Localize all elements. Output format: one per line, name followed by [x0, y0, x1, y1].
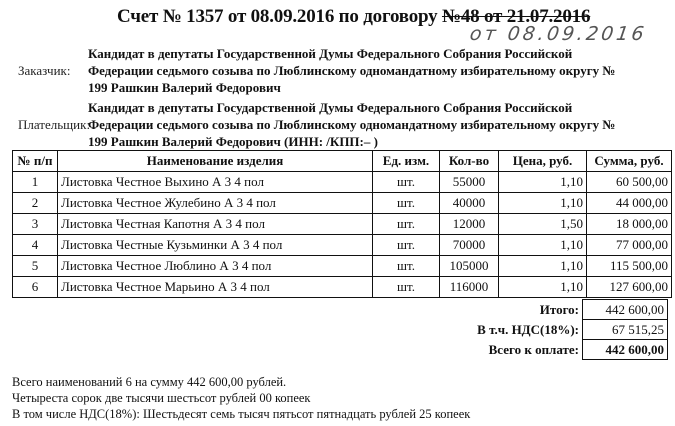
payer-details	[88, 99, 663, 150]
row-name: Листовка Честное Жулебино А 3 4 пол	[58, 193, 373, 214]
table-row	[13, 193, 672, 214]
table-row	[13, 277, 672, 298]
table-row	[13, 235, 672, 256]
row-price: 1,50	[499, 214, 587, 235]
header-unit: Ед. изм.	[373, 151, 440, 172]
amount-in-words	[12, 374, 470, 422]
row-num: 6	[13, 277, 58, 298]
footer-line-words: Четыреста сорок две тысячи шестьсот рублей 00 копеек	[12, 391, 311, 405]
handwritten-correction: от 08.09.2016	[468, 23, 649, 45]
customer-details	[88, 45, 663, 96]
vat-row	[400, 320, 668, 340]
row-qty: 40000	[440, 193, 499, 214]
table-row	[13, 256, 672, 277]
header-sum: Сумма, руб.	[587, 151, 672, 172]
row-sum: 60 500,00	[587, 172, 672, 193]
row-qty: 70000	[440, 235, 499, 256]
row-price: 1,10	[499, 193, 587, 214]
header-name: Наименование изделия	[58, 151, 373, 172]
footer-line-vat: В том числе НДС(18%): Шестьдесят семь тысяч пятьсот пятнадцать рублей 25 копеек	[12, 407, 471, 421]
row-unit: шт.	[373, 277, 440, 298]
payer-line: Федерации седьмого созыва по Люблинскому одномандатному избирательному округу №	[88, 117, 616, 132]
struck-contract-ref: №48 от 21.07.2016	[441, 6, 591, 27]
table-row	[13, 172, 672, 193]
row-name: Листовка Честная Капотня А 3 4 пол	[58, 214, 373, 235]
footer-line-count: Всего наименований 6 на сумму 442 600,00 рублей.	[12, 375, 287, 389]
customer-line: Федерации седьмого созыва по Люблинскому одномандатному избирательному округу №	[88, 63, 616, 78]
row-unit: шт.	[373, 235, 440, 256]
row-unit: шт.	[373, 256, 440, 277]
row-qty: 12000	[440, 214, 499, 235]
row-qty: 105000	[440, 256, 499, 277]
header-price: Цена, руб.	[499, 151, 587, 172]
table-row	[13, 214, 672, 235]
payer-line: 199 Рашкин Валерий Федорович (ИНН: /КПП:– )	[88, 134, 378, 149]
subtotal-row	[400, 300, 668, 320]
row-name: Листовка Честное Марьино А 3 4 пол	[58, 277, 373, 298]
row-num: 4	[13, 235, 58, 256]
header-num: № п/п	[13, 151, 58, 172]
row-price: 1,10	[499, 256, 587, 277]
customer-line: Кандидат в депутаты Государственной Думы Федерального Собрания Российской	[88, 46, 573, 61]
row-name: Листовка Честные Кузьминки А 3 4 пол	[58, 235, 373, 256]
row-sum: 115 500,00	[587, 256, 672, 277]
customer-label: Заказчик:	[18, 63, 71, 78]
totals-table	[400, 299, 668, 360]
customer-line: 199 Рашкин Валерий Федорович	[88, 80, 281, 95]
grand-total-row	[400, 340, 668, 360]
payer-label: Плательщик:	[18, 117, 91, 132]
row-price: 1,10	[499, 277, 587, 298]
row-sum: 77 000,00	[587, 235, 672, 256]
row-sum: 127 600,00	[587, 277, 672, 298]
row-name: Листовка Честное Люблино А 3 4 пол	[58, 256, 373, 277]
grand-total-label: Всего к оплате:	[400, 340, 583, 360]
subtotal-label: Итого:	[400, 300, 583, 320]
vat-label: В т.ч. НДС(18%):	[400, 320, 583, 340]
items-table	[12, 150, 672, 298]
row-qty: 116000	[440, 277, 499, 298]
row-num: 3	[13, 214, 58, 235]
table-header-row	[13, 151, 672, 172]
row-unit: шт.	[373, 193, 440, 214]
payer-line: Кандидат в депутаты Государственной Думы Федерального Собрания Российской	[88, 100, 573, 115]
header-qty: Кол-во	[440, 151, 499, 172]
row-name: Листовка Честное Выхино А 3 4 пол	[58, 172, 373, 193]
vat-value: 67 515,25	[583, 320, 668, 340]
subtotal-value: 442 600,00	[583, 300, 668, 320]
grand-total-value: 442 600,00	[583, 340, 668, 360]
row-price: 1,10	[499, 172, 587, 193]
row-num: 2	[13, 193, 58, 214]
row-sum: 18 000,00	[587, 214, 672, 235]
row-num: 5	[13, 256, 58, 277]
row-num: 1	[13, 172, 58, 193]
row-unit: шт.	[373, 214, 440, 235]
row-qty: 55000	[440, 172, 499, 193]
invoice-title-main: Счет № 1357 от 08.09.2016 по договору	[117, 6, 442, 27]
row-price: 1,10	[499, 235, 587, 256]
row-unit: шт.	[373, 172, 440, 193]
row-sum: 44 000,00	[587, 193, 672, 214]
